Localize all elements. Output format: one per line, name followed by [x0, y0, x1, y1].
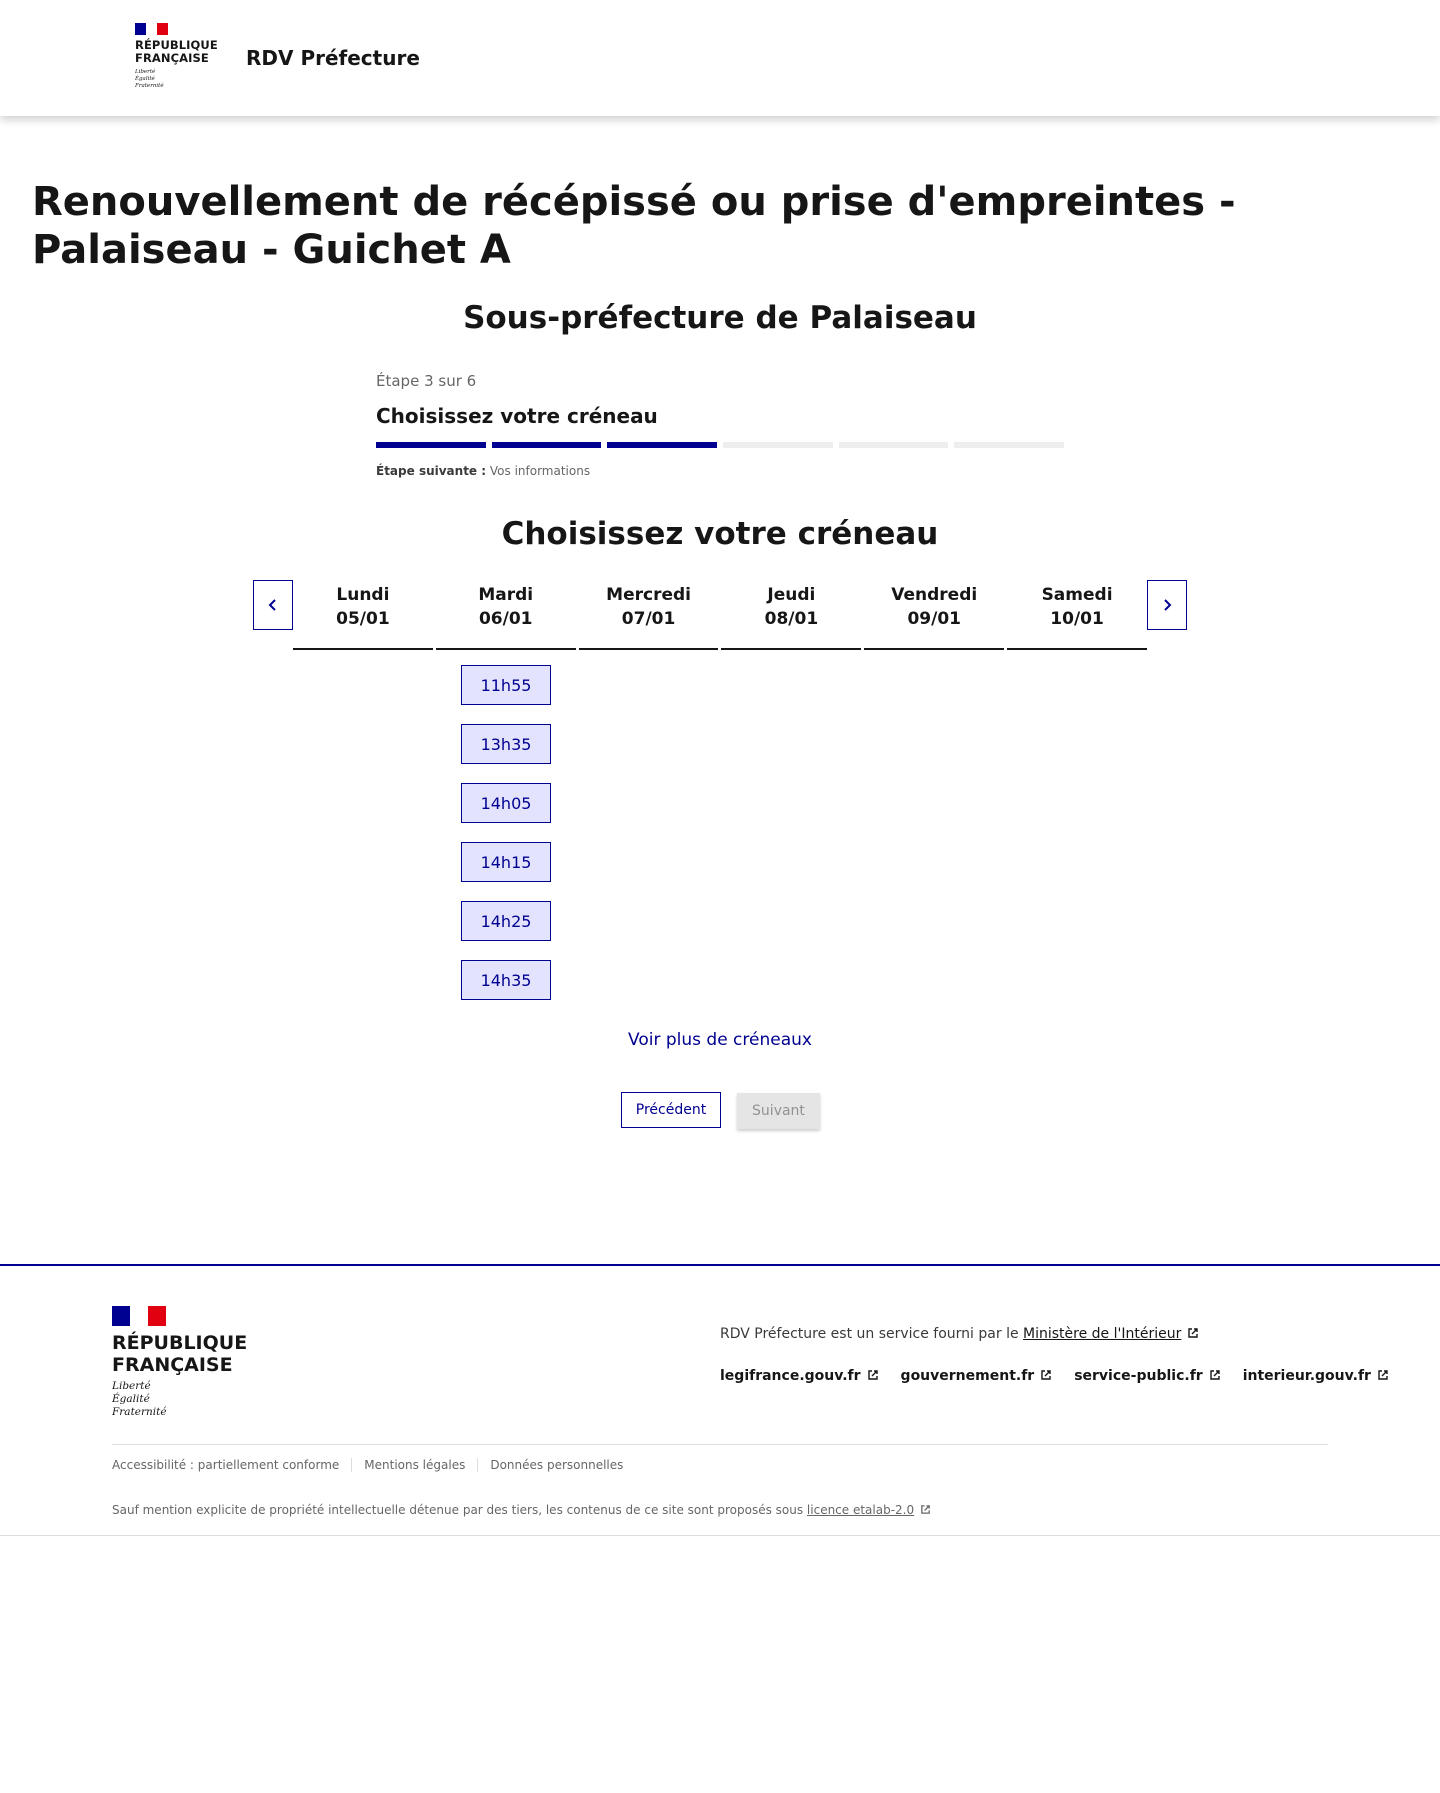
external-link-icon — [1040, 1369, 1052, 1381]
ministere-link[interactable]: Ministère de l'Intérieur — [1023, 1326, 1199, 1342]
day-date: 07/01 — [621, 609, 676, 629]
day-name: Mercredi — [606, 585, 691, 605]
footer-logo[interactable] — [112, 1306, 262, 1419]
day-header — [864, 580, 1004, 650]
external-link-icon — [920, 1504, 931, 1515]
footer-bottom-link[interactable]: Données personnelles — [477, 1458, 635, 1472]
next-step — [376, 464, 1064, 478]
footer-description: RDV Préfecture est un service fourni par le Ministère de l'Intérieur — [720, 1326, 1199, 1342]
page-end-divider — [0, 1535, 1440, 1536]
slots-title: Choisissez votre créneau — [501, 516, 939, 552]
day-name: Lundi — [336, 585, 390, 605]
site-footer — [0, 1264, 1440, 1536]
logo-text: RÉPUBLIQUE FRANÇAISE — [135, 38, 218, 65]
more-slots-link[interactable]: Voir plus de créneaux — [628, 1030, 812, 1050]
step-bar — [376, 442, 486, 448]
time-slot-button[interactable]: 14h15 — [461, 842, 551, 882]
day-header — [436, 580, 576, 650]
step-bar — [839, 442, 949, 448]
step-bar — [954, 442, 1064, 448]
external-link-icon — [1209, 1369, 1221, 1381]
previous-week-button[interactable] — [253, 580, 293, 630]
slot-list — [461, 665, 551, 1019]
time-slot-button[interactable]: 14h35 — [461, 960, 551, 1000]
footer-links — [720, 1368, 1389, 1384]
external-link-icon — [867, 1369, 879, 1381]
page-subtitle: Sous-préfecture de Palaiseau — [463, 300, 977, 336]
site-title[interactable]: RDV Préfecture — [246, 46, 420, 70]
next-button[interactable]: Suivant — [737, 1093, 820, 1129]
license-notice: Sauf mention explicite de propriété intellectuelle détenue par des tiers, les contenus de ce site sont proposés sous licence etalab-2.0 — [112, 1503, 931, 1517]
footer-link[interactable]: legifrance.gouv.fr — [720, 1368, 879, 1384]
step-count: Étape 3 sur 6 — [376, 372, 477, 390]
footer-bottom-link[interactable]: Mentions légales — [351, 1458, 477, 1472]
day-header — [579, 580, 719, 650]
day-date: 09/01 — [907, 609, 961, 629]
page-title: Renouvellement de récépissé ou prise d'empreintes - Palaiseau - Guichet A — [32, 179, 1236, 273]
day-name: Vendredi — [891, 585, 978, 605]
next-step-label: Étape suivante : — [376, 464, 487, 478]
footer-divider — [112, 1444, 1328, 1445]
day-header — [721, 580, 861, 650]
french-flag-icon — [112, 1306, 262, 1326]
step-title: Choisissez votre créneau — [376, 404, 658, 428]
footer-link[interactable]: interieur.gouv.fr — [1243, 1368, 1389, 1384]
day-name: Samedi — [1041, 585, 1113, 605]
day-columns — [293, 580, 1147, 650]
day-header — [1007, 580, 1147, 650]
time-slot-button[interactable]: 11h55 — [461, 665, 551, 705]
step-progress — [376, 442, 1064, 448]
site-header — [0, 0, 1440, 116]
footer-bottom-links — [112, 1458, 635, 1472]
next-week-button[interactable] — [1147, 580, 1187, 630]
footer-link[interactable]: gouvernement.fr — [901, 1368, 1053, 1384]
day-date: 06/01 — [478, 609, 533, 629]
step-bar — [607, 442, 717, 448]
day-date: 08/01 — [764, 609, 819, 629]
day-date: 05/01 — [336, 609, 390, 629]
day-date: 10/01 — [1050, 609, 1104, 629]
external-link-icon — [1377, 1369, 1389, 1381]
stepper — [376, 372, 1064, 478]
previous-button[interactable]: Précédent — [621, 1092, 721, 1128]
license-link[interactable]: licence etalab-2.0 — [807, 1503, 931, 1517]
logo-motto: Liberté Égalité Fraternité — [135, 69, 164, 89]
time-slot-button[interactable]: 13h35 — [461, 724, 551, 764]
footer-bottom-link[interactable]: Accessibilité : partiellement conforme — [112, 1458, 340, 1472]
footer-link[interactable]: service-public.fr — [1074, 1368, 1220, 1384]
chevron-left-icon — [267, 598, 279, 612]
footer-logo-text: RÉPUBLIQUE FRANÇAISE — [112, 1332, 248, 1376]
day-header — [293, 580, 433, 650]
time-slot-button[interactable]: 14h05 — [461, 783, 551, 823]
time-slot-button[interactable]: 14h25 — [461, 901, 551, 941]
next-step-value: Vos informations — [489, 464, 591, 478]
republique-francaise-logo[interactable] — [135, 23, 218, 90]
external-link-icon — [1187, 1327, 1199, 1339]
footer-logo-motto: Liberté Égalité Fraternité — [112, 1380, 167, 1418]
french-flag-icon — [135, 23, 215, 35]
step-bar — [723, 442, 833, 448]
chevron-right-icon — [1161, 598, 1173, 612]
day-name: Mardi — [478, 585, 534, 605]
step-bar — [492, 442, 602, 448]
day-name: Jeudi — [767, 585, 816, 605]
